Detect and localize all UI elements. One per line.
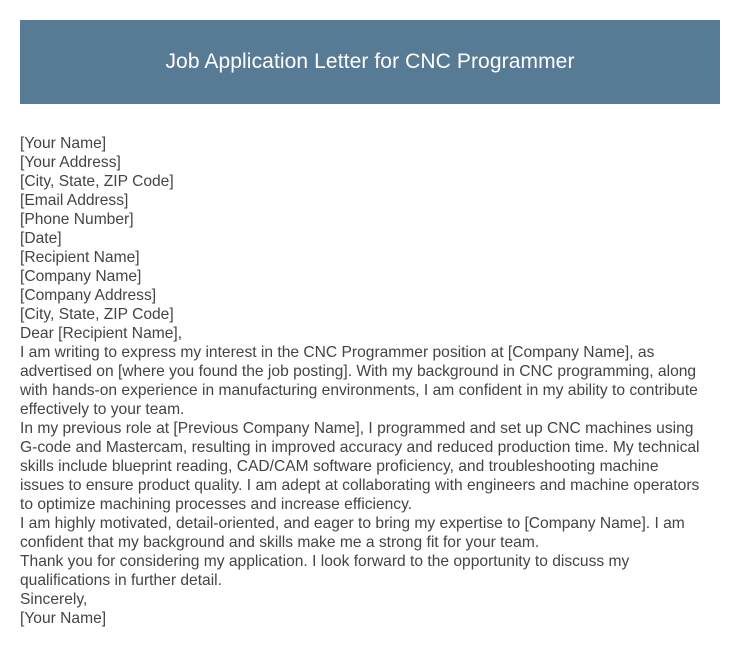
paragraph-line: G-code and Mastercam, resulting in improved accuracy and reduced production time. My technical: [20, 439, 700, 456]
closing: Sincerely,: [20, 591, 88, 608]
recipient-city-state-zip: [City, State, ZIP Code]: [20, 306, 174, 323]
paragraph-line: advertised on [where you found the job posting]. With my background in CNC programming, along: [20, 363, 697, 380]
letter-body: [20, 134, 730, 628]
salutation: Dear [Recipient Name],: [20, 325, 183, 342]
paragraph-line: In my previous role at [Previous Company Name], I programmed and set up CNC machines using: [20, 420, 694, 437]
letter-date: [Date]: [20, 230, 62, 247]
paragraph-line: Thank you for considering my application. I look forward to the opportunity to discuss my: [20, 553, 630, 570]
paragraph-line: confident that my background and skills make me a strong fit for your team.: [20, 534, 540, 551]
recipient-name: [Recipient Name]: [20, 249, 140, 266]
header-banner: [20, 20, 720, 104]
paragraph-line: with hands-on experience in manufacturing environments, I am confident in my ability to contribute: [20, 382, 698, 399]
paragraph-line: to optimize machining processes and increase efficiency.: [20, 496, 413, 513]
sender-phone: [Phone Number]: [20, 211, 134, 228]
paragraph-line: skills include blueprint reading, CAD/CAM software proficiency, and troubleshooting machine: [20, 458, 659, 475]
sender-city-state-zip: [City, State, ZIP Code]: [20, 173, 174, 190]
sender-address: [Your Address]: [20, 154, 121, 171]
paragraph-line: issues to ensure product quality. I am adept at collaborating with engineers and machine operators: [20, 477, 700, 494]
sender-email: [Email Address]: [20, 192, 129, 209]
paragraph-line: effectively to your team.: [20, 401, 185, 418]
signature-name: [Your Name]: [20, 610, 107, 627]
sender-name: [Your Name]: [20, 135, 107, 152]
paragraph-line: qualifications in further detail.: [20, 572, 222, 589]
paragraph-line: I am highly motivated, detail-oriented, and eager to bring my expertise to [Company Name]. I am: [20, 515, 685, 532]
recipient-company-address: [Company Address]: [20, 287, 157, 304]
page-title: Job Application Letter for CNC Programmer: [165, 50, 575, 73]
recipient-company: [Company Name]: [20, 268, 142, 285]
paragraph-line: I am writing to express my interest in the CNC Programmer position at [Company Name], as: [20, 344, 655, 361]
